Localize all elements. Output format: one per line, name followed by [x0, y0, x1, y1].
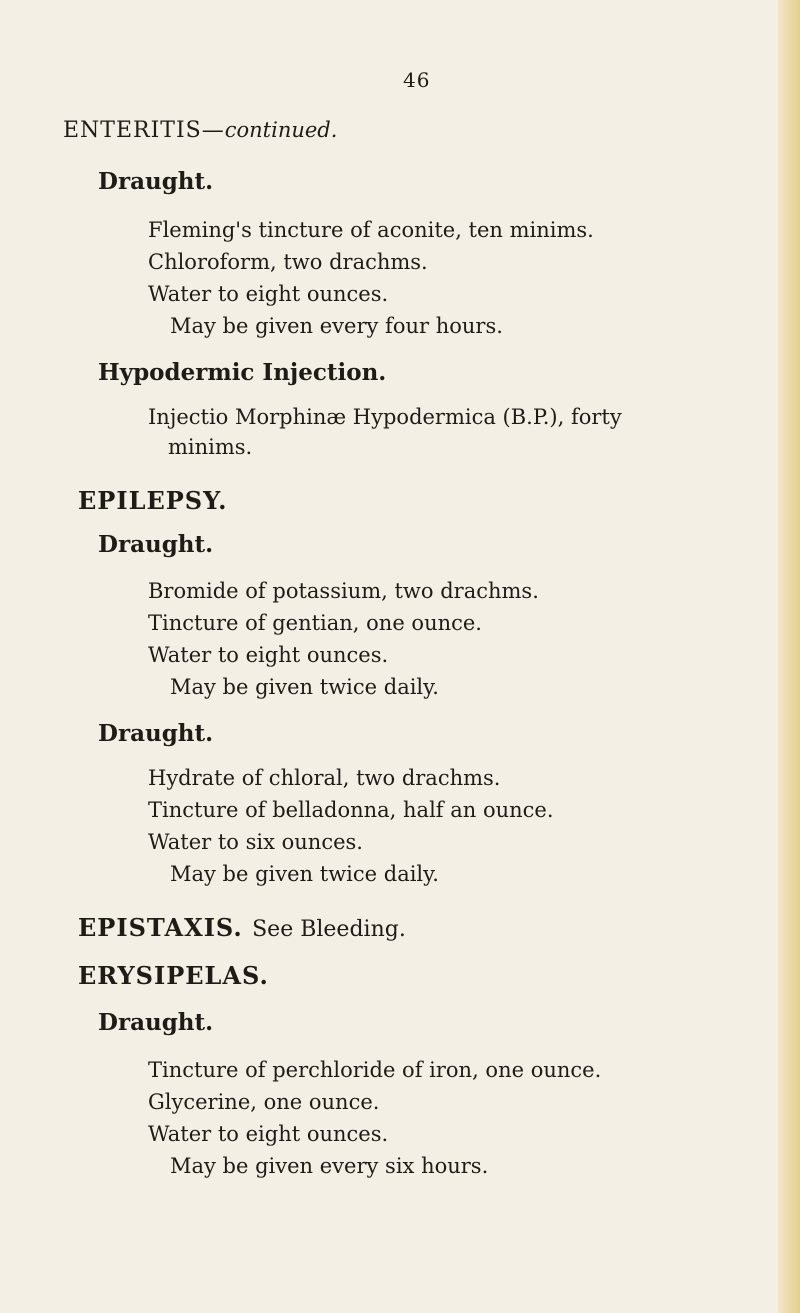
epilepsy-draught-line: Water to eight ounces. [148, 643, 389, 667]
running-head-title: ENTERITIS [63, 118, 202, 143]
running-head-continued: continued. [224, 118, 338, 142]
epilepsy-draught-line: Tincture of gentian, one ounce. [148, 611, 482, 635]
hypodermic-injection-line: Injectio Morphinæ Hypodermica (B.P.), forty [148, 405, 622, 429]
epistaxis-see-reference: See Bleeding. [252, 917, 406, 942]
erysipelas-draught-line: Water to eight ounces. [148, 1122, 389, 1146]
epistaxis-heading [78, 913, 406, 942]
erysipelas-draught-title: Draught. [98, 1009, 214, 1036]
epistaxis-title: EPISTAXIS. [78, 913, 243, 942]
page-number: 46 [403, 68, 431, 92]
epilepsy-draught-line: Hydrate of chloral, two drachms. [148, 766, 501, 790]
enteritis-draught-line: May be given every four hours. [170, 314, 503, 338]
epilepsy-draught-line: May be given twice daily. [170, 862, 439, 886]
enteritis-draught-line: Chloroform, two drachms. [148, 250, 428, 274]
hypodermic-injection-line: minims. [168, 435, 253, 459]
page-edge [778, 0, 800, 1313]
erysipelas-heading: ERYSIPELAS. [78, 961, 269, 990]
enteritis-draught-line: Water to eight ounces. [148, 282, 389, 306]
epilepsy-draught-line: Tincture of belladonna, half an ounce. [148, 798, 554, 822]
epilepsy-heading: EPILEPSY. [78, 486, 228, 515]
enteritis-draught-title: Draught. [98, 168, 214, 195]
enteritis-draught-line: Fleming's tincture of aconite, ten minims. [148, 218, 594, 242]
erysipelas-draught-line: Glycerine, one ounce. [148, 1090, 380, 1114]
epilepsy-draught-title: Draught. [98, 720, 214, 747]
epilepsy-draught-line: Bromide of potassium, two drachms. [148, 579, 539, 603]
running-head [63, 118, 337, 143]
erysipelas-draught-line: Tincture of perchloride of iron, one ounce. [148, 1058, 602, 1082]
erysipelas-draught-line: May be given every six hours. [170, 1154, 489, 1178]
epilepsy-draught-title: Draught. [98, 531, 214, 558]
hypodermic-injection-title: Hypodermic Injection. [98, 359, 387, 386]
epilepsy-draught-line: May be given twice daily. [170, 675, 439, 699]
epilepsy-draught-line: Water to six ounces. [148, 830, 363, 854]
running-head-dash: — [201, 118, 225, 143]
